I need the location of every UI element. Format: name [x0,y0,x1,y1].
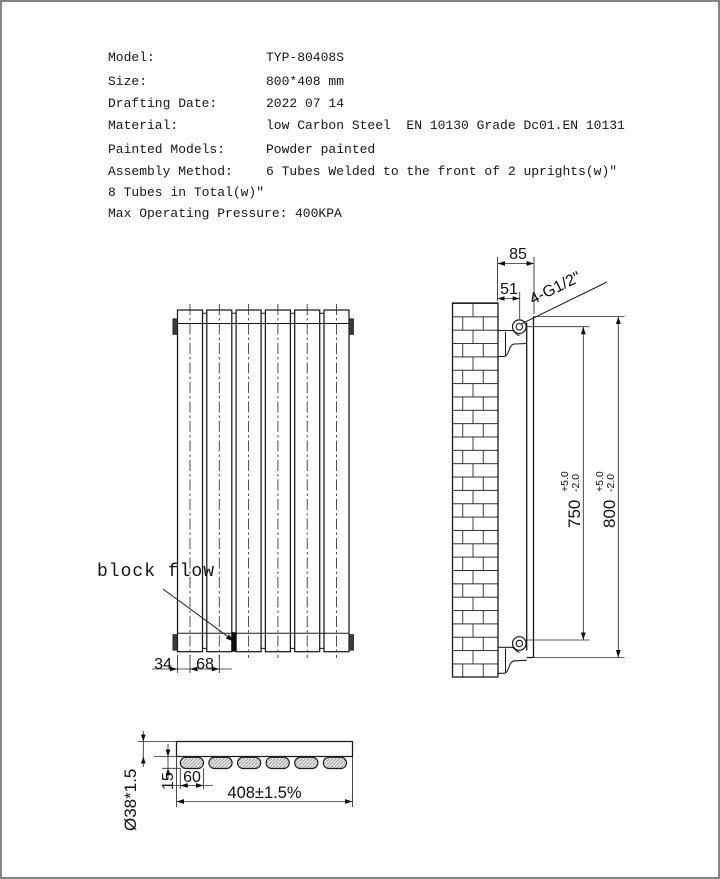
spec-value: 800*408 mm [266,74,345,89]
spec-label: Material: [108,118,179,133]
bottom-bracket [499,647,527,673]
dim-60: 60 [183,769,201,786]
connection-size-label: 4-G1/2" [527,268,584,309]
wall-section [453,303,499,677]
dim-68: 68 [196,656,214,673]
spec-value: 6 Tubes Welded to the front of 2 uprights(w)″ [266,164,618,179]
dim-overall-width: 408±1.5% [227,784,302,802]
spec-value: TYP-80408S [266,50,345,65]
block-flow-label: block flow [97,562,216,582]
spec-label: Max Operating Pressure: [108,206,288,221]
dim-750: 750 [565,499,584,528]
side-view [453,257,625,677]
side-dimensions [498,257,625,658]
spec-value: 400KPA [295,206,342,221]
spec-label: Painted Models: [108,142,226,157]
spec-value: 2022 07 14 [266,96,345,111]
dim-800: 800 [600,499,619,528]
dim-800-tolerance [595,471,616,492]
tol-minus: -2.0 [569,473,582,492]
front-view [152,304,354,673]
dim-34: 34 [154,656,172,673]
dim-750-tolerance [560,471,581,492]
spec-note: 8 Tubes in Total(w)″ [108,185,265,200]
dim-15: 15 [160,772,177,790]
block-flow-plug [232,632,236,652]
spec-value: Powder painted [266,142,376,157]
dim-51: 51 [500,281,518,298]
spec-value: low Carbon Steel EN 10130 Grade Dc01.EN 10131 [266,118,625,133]
spec-label: Assembly Method: [108,164,233,179]
corner-caps [173,319,354,650]
top-bracket [499,331,527,357]
spec-label: Drafting Date: [108,96,218,111]
spec-label: Model: [108,50,155,65]
tol-plus: +5.0 [559,471,571,492]
dim-85: 85 [509,246,527,263]
tol-plus: +5.0 [594,471,606,492]
tol-minus: -2.0 [604,473,617,492]
spec-label: Size: [108,74,148,89]
dim-tube-spec: Ø38*1.5 [121,768,140,831]
tube-sections [180,757,346,768]
bottom-connection [513,637,527,651]
top-connection [513,320,527,334]
